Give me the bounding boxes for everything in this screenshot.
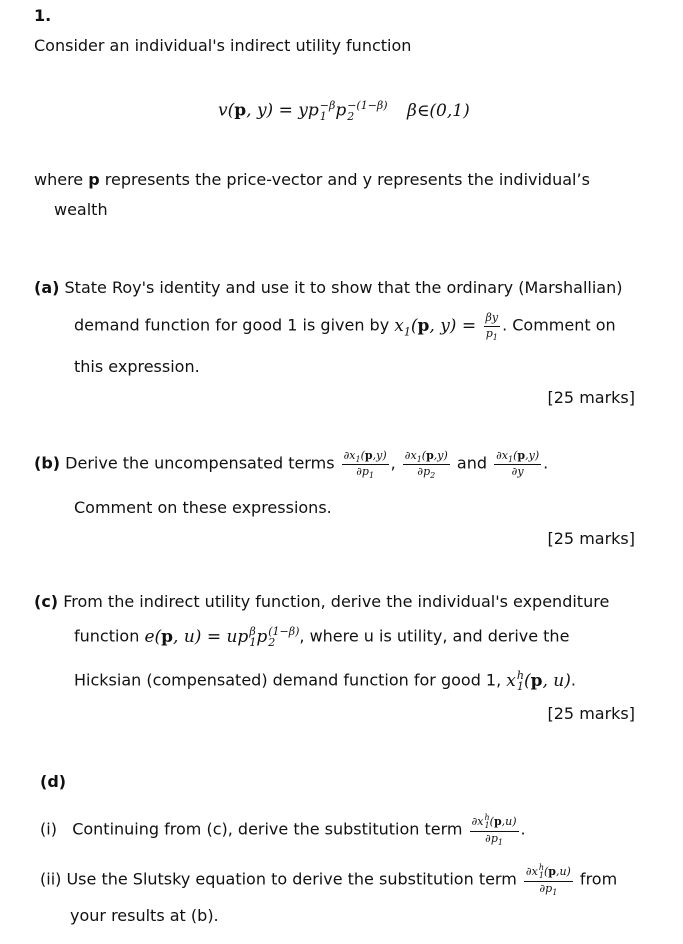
part-c-line3: Hicksian (compensated) demand function for good 1, x h 1 (p, u).	[74, 669, 576, 693]
where-text: where p represents the price-vector and y represents the individual’s	[34, 170, 590, 189]
part-d-ii-line2: your results at (b).	[70, 906, 219, 925]
part-b-marks: [25 marks]	[547, 529, 635, 548]
part-a-line2: demand function for good 1 is given by $x_1(p$, y) = $\frac{\beta y}{p_1}$ . Comment on	[74, 311, 616, 342]
utility-function: v(p, y) = yp −β 1 p −(1−β) 2 β∈(0,1)	[218, 99, 470, 123]
part-d-label: (d)	[40, 772, 67, 791]
part-c-marks: [25 marks]	[547, 704, 635, 723]
part-c-line1: (c) From the indirect utility function, derive the individual's expenditure	[34, 592, 610, 611]
part-d-ii: (ii) Use the Slutsky equation to derive the substitution term ∂x h 1 (p,u) $\partial p_1$ from	[40, 863, 618, 898]
part-a-line3: this expression.	[74, 357, 200, 376]
intro-text: Consider an individual's indirect utility function	[34, 36, 412, 55]
part-b-line2: Comment on these expressions.	[74, 498, 332, 517]
part-c-line2: function e(p, u) = up β 1 p (1−β) 2 , where u is utility, and derive the	[74, 625, 570, 649]
part-a-marks: [25 marks]	[547, 388, 635, 407]
part-b-line1: (b) Derive the uncompensated terms $\frac{\partial x_1(p,y)}{\partial p_1}$ , $\frac{\partial x_1(p,y)}{\partial p_2}$ and $\frac{\partial x_1(p,y)}{\partial y}$ .	[34, 449, 549, 480]
beta-range: β∈(0,1)	[406, 100, 470, 121]
question-number: 1.	[34, 6, 52, 25]
where-text-line2: wealth	[54, 200, 108, 219]
part-d-i: (i) Continuing from (c), derive the substitution term ∂x h 1 (p,u) $\partial p_1$ .	[40, 813, 526, 848]
part-a-line1: (a) State Roy's identity and use it to show that the ordinary (Marshallian)	[34, 278, 623, 297]
